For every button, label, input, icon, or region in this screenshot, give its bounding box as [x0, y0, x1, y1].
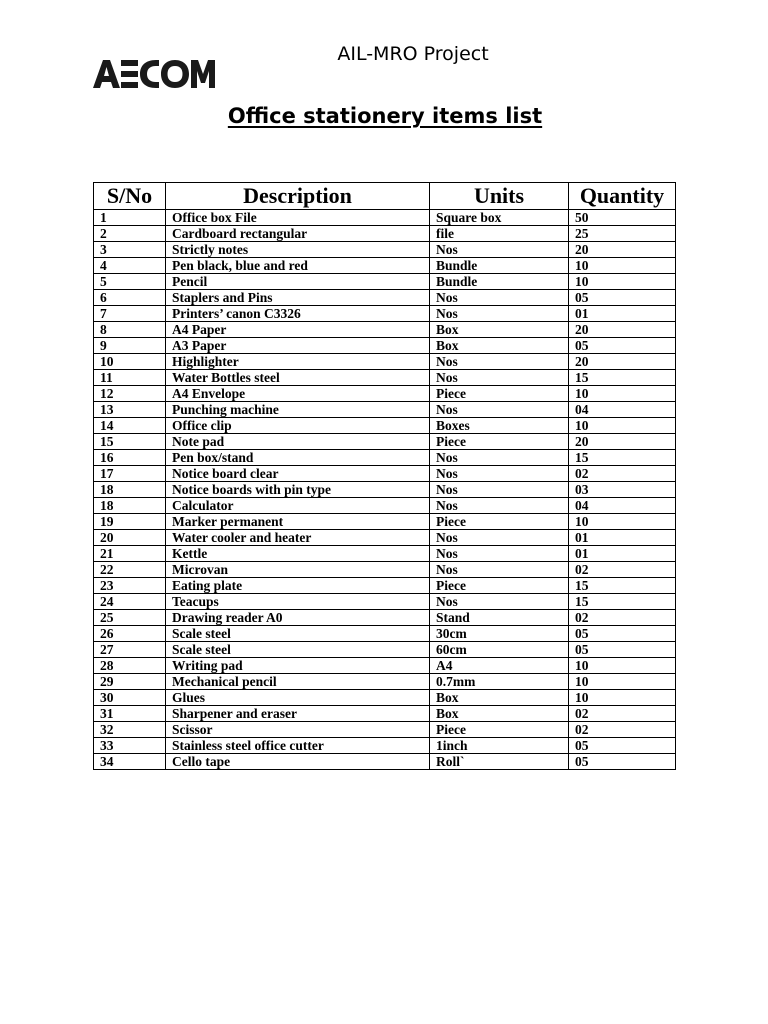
- table-row: [94, 610, 676, 626]
- cell-sno: 18: [94, 482, 166, 498]
- cell-units: Stand: [430, 610, 569, 626]
- cell-quantity: 05: [569, 338, 676, 354]
- column-header-description: Description: [166, 183, 430, 210]
- cell-sno: 5: [94, 274, 166, 290]
- cell-units: Nos: [430, 466, 569, 482]
- cell-description: Sharpener and eraser: [166, 706, 430, 722]
- table-row: [94, 402, 676, 418]
- cell-quantity: 10: [569, 514, 676, 530]
- table-row: [94, 210, 676, 226]
- cell-description: Notice boards with pin type: [166, 482, 430, 498]
- cell-quantity: 01: [569, 530, 676, 546]
- stationery-table: [93, 182, 676, 770]
- cell-description: Mechanical pencil: [166, 674, 430, 690]
- cell-description: Writing pad: [166, 658, 430, 674]
- cell-quantity: 20: [569, 322, 676, 338]
- cell-quantity: 05: [569, 738, 676, 754]
- cell-description: Scissor: [166, 722, 430, 738]
- cell-sno: 24: [94, 594, 166, 610]
- cell-sno: 16: [94, 450, 166, 466]
- cell-sno: 3: [94, 242, 166, 258]
- cell-sno: 30: [94, 690, 166, 706]
- table-row: [94, 658, 676, 674]
- cell-quantity: 03: [569, 482, 676, 498]
- cell-quantity: 25: [569, 226, 676, 242]
- cell-quantity: 02: [569, 706, 676, 722]
- cell-quantity: 05: [569, 642, 676, 658]
- table-row: [94, 338, 676, 354]
- cell-quantity: 15: [569, 578, 676, 594]
- cell-units: Box: [430, 322, 569, 338]
- table-body: [94, 210, 676, 770]
- table-row: [94, 290, 676, 306]
- table-row: [94, 642, 676, 658]
- cell-units: A4: [430, 658, 569, 674]
- cell-description: Kettle: [166, 546, 430, 562]
- table-row: [94, 226, 676, 242]
- cell-units: Nos: [430, 306, 569, 322]
- cell-units: Box: [430, 706, 569, 722]
- column-header-units: Units: [430, 183, 569, 210]
- column-header-quantity: Quantity: [569, 183, 676, 210]
- cell-description: Scale steel: [166, 642, 430, 658]
- cell-units: Nos: [430, 562, 569, 578]
- table-row: [94, 322, 676, 338]
- table-row: [94, 578, 676, 594]
- cell-units: 30cm: [430, 626, 569, 642]
- cell-sno: 18: [94, 498, 166, 514]
- cell-description: Teacups: [166, 594, 430, 610]
- table-row: [94, 434, 676, 450]
- cell-units: Box: [430, 338, 569, 354]
- cell-quantity: 04: [569, 498, 676, 514]
- cell-sno: 12: [94, 386, 166, 402]
- cell-units: Nos: [430, 546, 569, 562]
- cell-units: Roll`: [430, 754, 569, 770]
- cell-sno: 4: [94, 258, 166, 274]
- table-row: [94, 706, 676, 722]
- table-row: [94, 690, 676, 706]
- table-row: [94, 258, 676, 274]
- cell-units: 60cm: [430, 642, 569, 658]
- cell-description: Strictly notes: [166, 242, 430, 258]
- cell-description: A4 Paper: [166, 322, 430, 338]
- table-row: [94, 530, 676, 546]
- cell-quantity: 10: [569, 658, 676, 674]
- cell-sno: 25: [94, 610, 166, 626]
- cell-units: Bundle: [430, 258, 569, 274]
- table-row: [94, 754, 676, 770]
- cell-sno: 6: [94, 290, 166, 306]
- cell-description: Cello tape: [166, 754, 430, 770]
- cell-quantity: 04: [569, 402, 676, 418]
- cell-description: Office clip: [166, 418, 430, 434]
- cell-description: Drawing reader A0: [166, 610, 430, 626]
- cell-quantity: 02: [569, 466, 676, 482]
- cell-description: Punching machine: [166, 402, 430, 418]
- cell-quantity: 20: [569, 242, 676, 258]
- table-row: [94, 274, 676, 290]
- cell-sno: 29: [94, 674, 166, 690]
- table-row: [94, 242, 676, 258]
- cell-sno: 20: [94, 530, 166, 546]
- cell-units: Piece: [430, 722, 569, 738]
- cell-quantity: 10: [569, 274, 676, 290]
- cell-description: Note pad: [166, 434, 430, 450]
- cell-description: Printers’ canon C3326: [166, 306, 430, 322]
- cell-units: Nos: [430, 290, 569, 306]
- cell-sno: 23: [94, 578, 166, 594]
- cell-quantity: 02: [569, 610, 676, 626]
- cell-units: Piece: [430, 578, 569, 594]
- cell-units: Nos: [430, 530, 569, 546]
- cell-units: Nos: [430, 482, 569, 498]
- cell-description: Pen box/stand: [166, 450, 430, 466]
- cell-units: Nos: [430, 450, 569, 466]
- cell-sno: 13: [94, 402, 166, 418]
- page-title: Office stationery items list: [227, 104, 543, 128]
- cell-units: Nos: [430, 594, 569, 610]
- cell-units: Piece: [430, 514, 569, 530]
- cell-description: Staplers and Pins: [166, 290, 430, 306]
- cell-description: A4 Envelope: [166, 386, 430, 402]
- cell-quantity: 20: [569, 354, 676, 370]
- cell-units: Nos: [430, 402, 569, 418]
- cell-quantity: 10: [569, 690, 676, 706]
- cell-description: Calculator: [166, 498, 430, 514]
- cell-description: Highlighter: [166, 354, 430, 370]
- table-row: [94, 482, 676, 498]
- cell-description: Water Bottles steel: [166, 370, 430, 386]
- cell-quantity: 10: [569, 386, 676, 402]
- table-row: [94, 450, 676, 466]
- cell-description: Eating plate: [166, 578, 430, 594]
- cell-quantity: 05: [569, 290, 676, 306]
- table-row: [94, 498, 676, 514]
- cell-units: Square box: [430, 210, 569, 226]
- table-header-row: [94, 183, 676, 210]
- cell-units: file: [430, 226, 569, 242]
- cell-description: Notice board clear: [166, 466, 430, 482]
- cell-quantity: 15: [569, 450, 676, 466]
- cell-description: Pen black, blue and red: [166, 258, 430, 274]
- cell-description: Glues: [166, 690, 430, 706]
- cell-sno: 17: [94, 466, 166, 482]
- cell-units: 0.7mm: [430, 674, 569, 690]
- cell-quantity: 15: [569, 594, 676, 610]
- cell-description: Pencil: [166, 274, 430, 290]
- table-row: [94, 386, 676, 402]
- table-row: [94, 370, 676, 386]
- cell-units: Piece: [430, 434, 569, 450]
- cell-sno: 26: [94, 626, 166, 642]
- cell-sno: 27: [94, 642, 166, 658]
- cell-units: Bundle: [430, 274, 569, 290]
- cell-sno: 9: [94, 338, 166, 354]
- cell-description: Scale steel: [166, 626, 430, 642]
- cell-units: Nos: [430, 242, 569, 258]
- cell-units: Nos: [430, 498, 569, 514]
- cell-sno: 34: [94, 754, 166, 770]
- cell-units: Boxes: [430, 418, 569, 434]
- cell-quantity: 20: [569, 434, 676, 450]
- cell-quantity: 02: [569, 562, 676, 578]
- cell-sno: 14: [94, 418, 166, 434]
- cell-sno: 10: [94, 354, 166, 370]
- cell-sno: 21: [94, 546, 166, 562]
- cell-quantity: 05: [569, 754, 676, 770]
- table-row: [94, 722, 676, 738]
- cell-units: 1inch: [430, 738, 569, 754]
- table-row: [94, 626, 676, 642]
- cell-quantity: 15: [569, 370, 676, 386]
- project-title: AIL-MRO Project: [337, 43, 489, 65]
- table-row: [94, 674, 676, 690]
- table-row: [94, 594, 676, 610]
- cell-sno: 1: [94, 210, 166, 226]
- cell-description: Cardboard rectangular: [166, 226, 430, 242]
- cell-description: Water cooler and heater: [166, 530, 430, 546]
- cell-sno: 8: [94, 322, 166, 338]
- table-row: [94, 562, 676, 578]
- cell-description: Stainless steel office cutter: [166, 738, 430, 754]
- cell-sno: 32: [94, 722, 166, 738]
- table-row: [94, 738, 676, 754]
- cell-sno: 31: [94, 706, 166, 722]
- cell-quantity: 10: [569, 674, 676, 690]
- cell-description: Marker permanent: [166, 514, 430, 530]
- cell-sno: 33: [94, 738, 166, 754]
- table-row: [94, 418, 676, 434]
- cell-quantity: 02: [569, 722, 676, 738]
- cell-description: A3 Paper: [166, 338, 430, 354]
- table-row: [94, 354, 676, 370]
- cell-sno: 28: [94, 658, 166, 674]
- cell-units: Box: [430, 690, 569, 706]
- cell-sno: 22: [94, 562, 166, 578]
- table-row: [94, 514, 676, 530]
- cell-quantity: 50: [569, 210, 676, 226]
- cell-units: Nos: [430, 354, 569, 370]
- cell-description: Microvan: [166, 562, 430, 578]
- cell-description: Office box File: [166, 210, 430, 226]
- cell-quantity: 01: [569, 306, 676, 322]
- cell-sno: 2: [94, 226, 166, 242]
- cell-units: Piece: [430, 386, 569, 402]
- table-row: [94, 466, 676, 482]
- cell-sno: 15: [94, 434, 166, 450]
- table-row: [94, 546, 676, 562]
- cell-sno: 7: [94, 306, 166, 322]
- cell-quantity: 05: [569, 626, 676, 642]
- cell-quantity: 01: [569, 546, 676, 562]
- cell-quantity: 10: [569, 418, 676, 434]
- cell-units: Nos: [430, 370, 569, 386]
- column-header-sno: S/No: [94, 183, 166, 210]
- cell-sno: 11: [94, 370, 166, 386]
- cell-quantity: 10: [569, 258, 676, 274]
- cell-sno: 19: [94, 514, 166, 530]
- table-row: [94, 306, 676, 322]
